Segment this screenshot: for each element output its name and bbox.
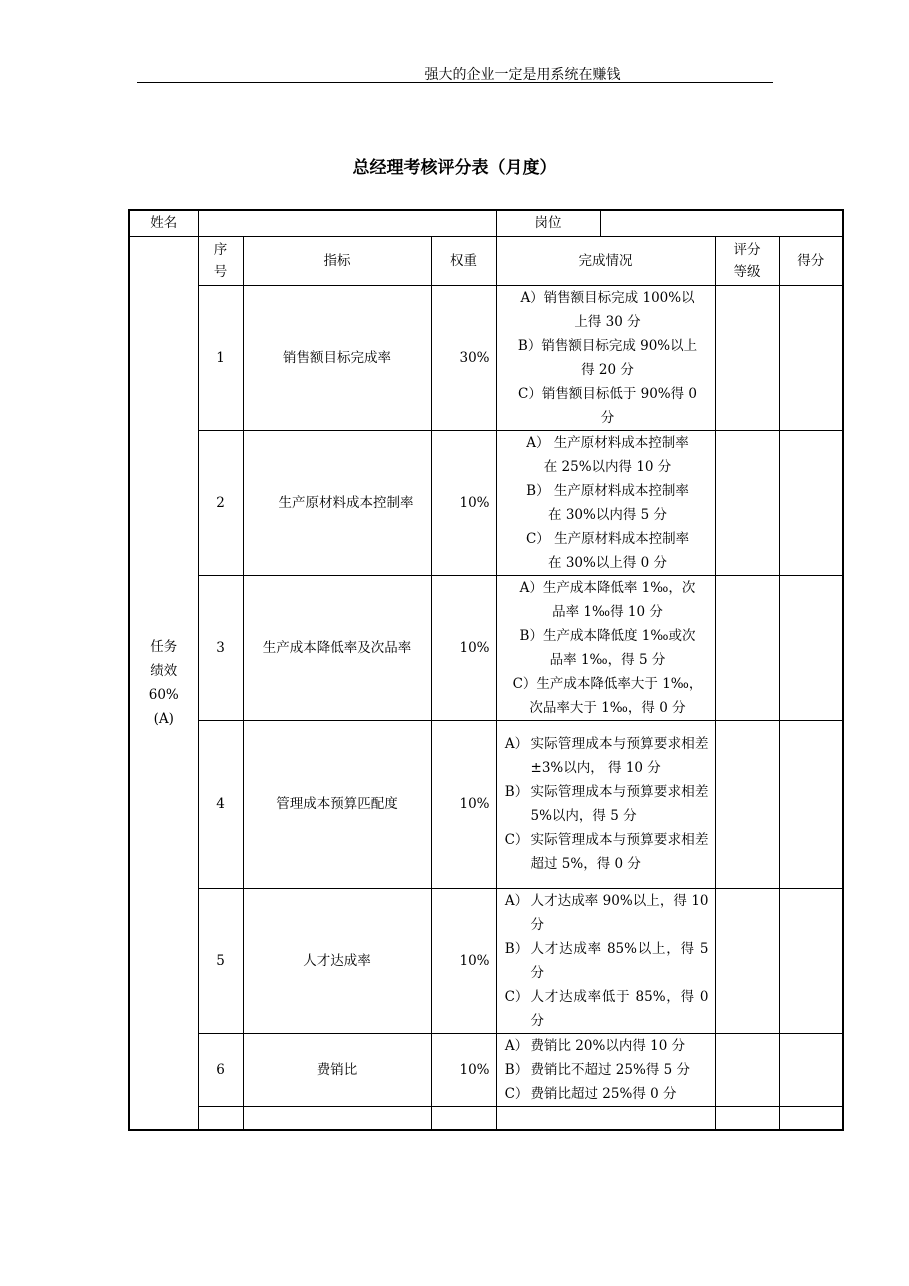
row-grade[interactable] [715,430,779,575]
row-score[interactable] [779,575,843,720]
document-title: 总经理考核评分表（月度） [352,158,557,178]
row-completion: A） 实际管理成本与预算要求相差±3%以内， 得 10 分 B） 实际管理成本与预算要求相差 5%以内，得 5 分 C） 实际管理成本与预算要求相差超过 5%，得 0 分 [496,720,715,888]
row-completion: A）销售额目标完成 100%以 上得 30 分 B）销售额目标完成 90%以上 得 20 分 C）销售额目标低于 90%得 0 分 [496,285,715,430]
row-grade[interactable] [715,285,779,430]
row-seq: 3 [198,575,243,720]
row-score[interactable] [779,430,843,575]
row-completion: A） 人才达成率 90%以上，得 10 分 B） 人才达成率 85%以上，得 5 分 C） 人才达成率低于 85%，得 0 分 [496,888,715,1033]
row-weight[interactable] [431,1106,496,1130]
row-indicator: 管理成本预算匹配度 [243,720,431,888]
row-grade[interactable] [715,1033,779,1106]
row-score[interactable] [779,720,843,888]
grade-header: 评分等级 [715,236,779,285]
table-row [129,430,843,575]
row-score[interactable] [779,285,843,430]
column-header-row [129,236,843,285]
row-score[interactable] [779,1033,843,1106]
row-completion[interactable] [496,1106,715,1130]
header-rule [137,82,773,83]
row-seq: 5 [198,888,243,1033]
category-line: 60% [148,686,179,703]
category-line: 任务 [150,638,178,655]
score-header: 得分 [779,236,843,285]
category-cell [129,236,198,1130]
form-row [129,210,843,236]
row-completion: A）生产成本降低率 1‰，次 品率 1‰得 10 分 B）生产成本降低度 1‰或次 品率 1‰，得 5 分 C）生产成本降低率大于 1‰， 次品率大于 1‰，得 0 分 [496,575,715,720]
header-slogan: 强大的企业一定是用系统在赚钱 [424,67,621,83]
indicator-header: 指标 [243,236,431,285]
row-grade[interactable] [715,575,779,720]
row-seq: 6 [198,1033,243,1106]
row-score[interactable] [779,888,843,1033]
weight-header: 权重 [431,236,496,285]
row-weight: 10% [431,575,496,720]
category-line: (A) [153,710,174,727]
row-seq: 4 [198,720,243,888]
row-indicator: 生产成本降低率及次品率 [243,575,431,720]
row-indicator: 销售额目标完成率 [243,285,431,430]
row-score[interactable] [779,1106,843,1130]
seq-header: 序号 [198,236,243,285]
row-indicator[interactable] [243,1106,431,1130]
category-line: 绩效 [150,662,178,679]
row-completion: A） 费销比 20%以内得 10 分 B） 费销比不超过 25%得 5 分 C） 费销比超过 25%得 0 分 [496,1033,715,1106]
row-weight: 30% [431,285,496,430]
row-completion: A） 生产原材料成本控制率 在 25%以内得 10 分 B） 生产原材料成本控制率 在 30%以内得 5 分 C） 生产原材料成本控制率 在 30%以上得 0 分 [496,430,715,575]
name-field[interactable] [198,210,496,236]
table-row [129,888,843,1033]
row-grade[interactable] [715,1106,779,1130]
post-field[interactable] [600,210,843,236]
row-weight: 10% [431,430,496,575]
row-weight: 10% [431,1033,496,1106]
name-label: 姓名 [129,210,198,236]
table-row [129,285,843,430]
row-seq: 2 [198,430,243,575]
page-header [0,64,909,84]
row-weight: 10% [431,888,496,1033]
row-indicator: 人才达成率 [243,888,431,1033]
evaluation-table [128,209,844,1131]
table-row [129,1033,843,1106]
table-row [129,575,843,720]
completion-header: 完成情况 [496,236,715,285]
empty-row [129,1106,843,1130]
row-grade[interactable] [715,720,779,888]
row-seq: 1 [198,285,243,430]
table-row [129,720,843,888]
row-indicator: 费销比 [243,1033,431,1106]
row-grade[interactable] [715,888,779,1033]
row-seq[interactable] [198,1106,243,1130]
row-weight: 10% [431,720,496,888]
row-indicator: 生产原材料成本控制率 [243,430,431,575]
post-label: 岗位 [496,210,600,236]
